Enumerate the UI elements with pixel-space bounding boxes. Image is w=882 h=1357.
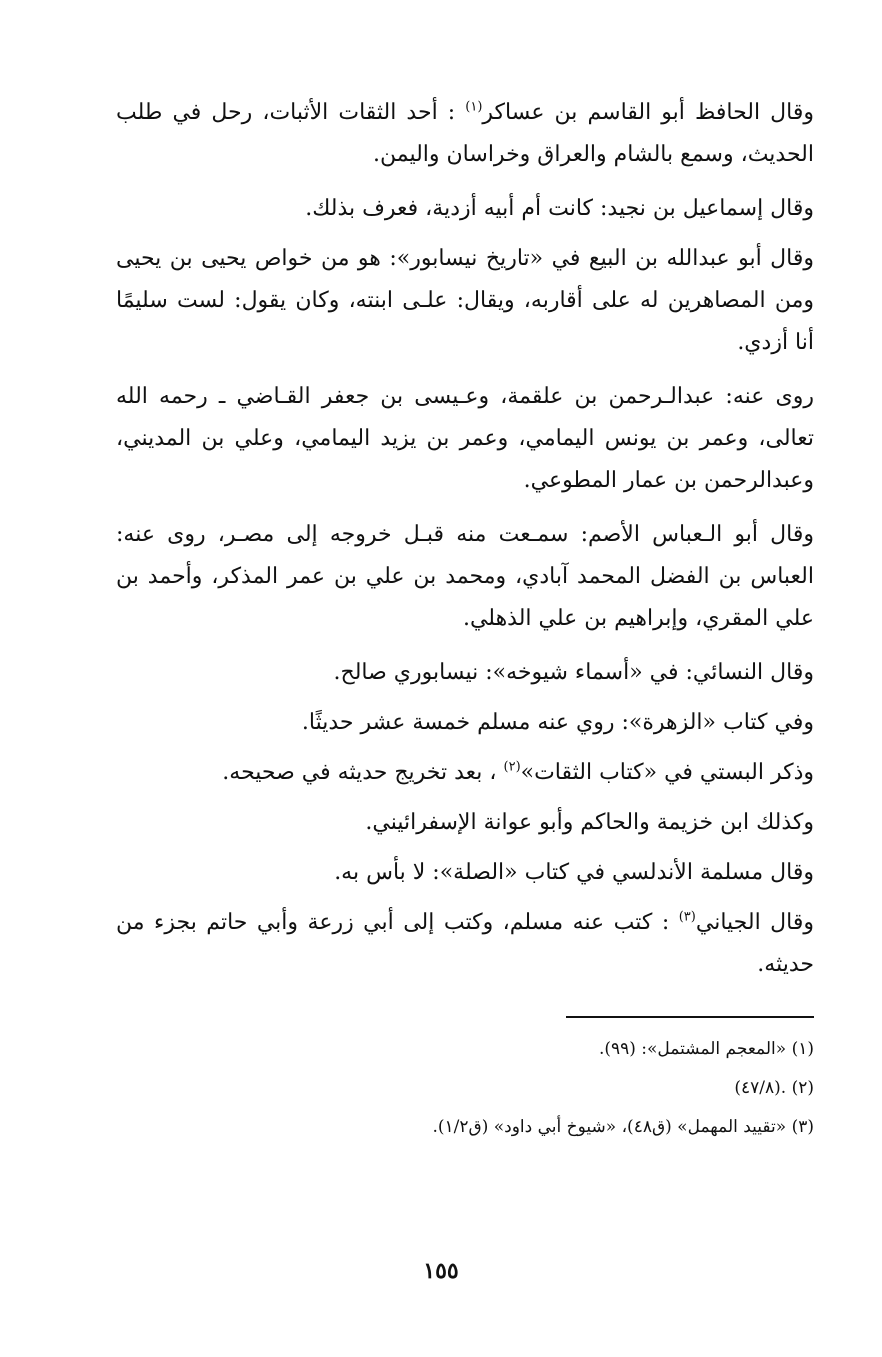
footnotes — [300, 1030, 814, 1147]
paragraph-text: وقال أبو الـعباس الأصم: سمـعت منه قبـل خروجه إلى مصـر، روى عنه: العباس بن الفضل المحمد آبادي، ومحمد بن علي بن عمر المذكر، وأحمد بن علي المقري، وإبراهيم بن علي الذهلي. — [116, 522, 814, 631]
paragraph-zahra — [116, 702, 814, 744]
paragraph-text: وقال الجياني — [695, 910, 814, 935]
paragraph-text: وقال أبو عبدالله بن البيع في «تاريخ نيسابور»: هو من خواص يحيى بن يحيى ومن المصاهرين له على أقاربه، ويقال: علـى ابنته، وكان يقول: لست سليمًا أنا أزدي. — [116, 246, 814, 355]
footnote-1 — [300, 1030, 814, 1069]
paragraph-text: روى عنه: عبدالـرحمن بن علقمة، وعـيسى بن جعفر القـاضي ـ رحمه الله تعالى، وعمر بن يونس اليمامي، وعمر بن يزيد اليمامي، وعلي بن المديني، وعبدالرحمن بن عمار المطوعي. — [116, 384, 814, 493]
paragraph-text: وقال إسماعيل بن نجيد: كانت أم أبيه أزدية، فعرف بذلك. — [305, 196, 814, 221]
paragraph-text: وقال النسائي: في «أسماء شيوخه»: نيسابوري صالح. — [333, 660, 814, 685]
footnote-2 — [300, 1069, 814, 1108]
page-number: ١٥٥ — [423, 1258, 459, 1284]
paragraph-ibn-albayyi — [116, 238, 814, 364]
footnote-ref-3: (٣) — [678, 909, 696, 925]
footnote-text: .(٤٧/٨) — [734, 1078, 787, 1098]
paragraph-jayyani — [116, 902, 814, 986]
paragraph-text: وقال الحافظ أبو القاسم بن عساكر — [482, 100, 814, 125]
paragraph-nasai — [116, 652, 814, 694]
footnote-ref-1: (١) — [465, 99, 483, 115]
footnote-text: «تقييد المهمل» (ق٤٨)، «شيوخ أبي داود» (ق١/٢). — [432, 1117, 787, 1137]
paragraph-narrators — [116, 376, 814, 502]
paragraph-text: وفي كتاب «الزهرة»: روي عنه مسلم خمسة عشر حديثًا. — [301, 710, 814, 735]
paragraph-ibn-khuzayma — [116, 802, 814, 844]
footnote-number: (١) — [791, 1039, 814, 1059]
footnote-3 — [300, 1108, 814, 1147]
paragraph-ibn-asakir — [116, 92, 814, 176]
paragraph-text: ، بعد تخريج حديثه في صحيحه. — [222, 760, 504, 785]
footnote-ref-2: (٢) — [503, 759, 521, 775]
footnote-number: (٢) — [791, 1078, 814, 1098]
paragraph-text: وذكر البستي في «كتاب الثقات» — [520, 760, 814, 785]
paragraph-al-asam — [116, 514, 814, 640]
footnote-number: (٣) — [791, 1117, 814, 1137]
main-text — [116, 92, 814, 998]
paragraph-text: وقال مسلمة الأندلسي في كتاب «الصلة»: لا بأس به. — [334, 860, 814, 885]
footnote-text: «المعجم المشتمل»: (٩٩). — [598, 1039, 787, 1059]
paragraph-ismail — [116, 188, 814, 230]
footnote-separator — [566, 1016, 814, 1018]
paragraph-maslama — [116, 852, 814, 894]
paragraph-text: وكذلك ابن خزيمة والحاكم وأبو عوانة الإسفرائيني. — [365, 810, 814, 835]
paragraph-text: : كتب عنه مسلم، وكتب إلى أبي زرعة وأبي حاتم بجزء من حديثه. — [116, 910, 814, 977]
paragraph-busti — [116, 752, 814, 794]
paragraph-text: : أحد الثقات الأثبات، رحل في طلب الحديث، وسمع بالشام والعراق وخراسان واليمن. — [116, 100, 814, 167]
